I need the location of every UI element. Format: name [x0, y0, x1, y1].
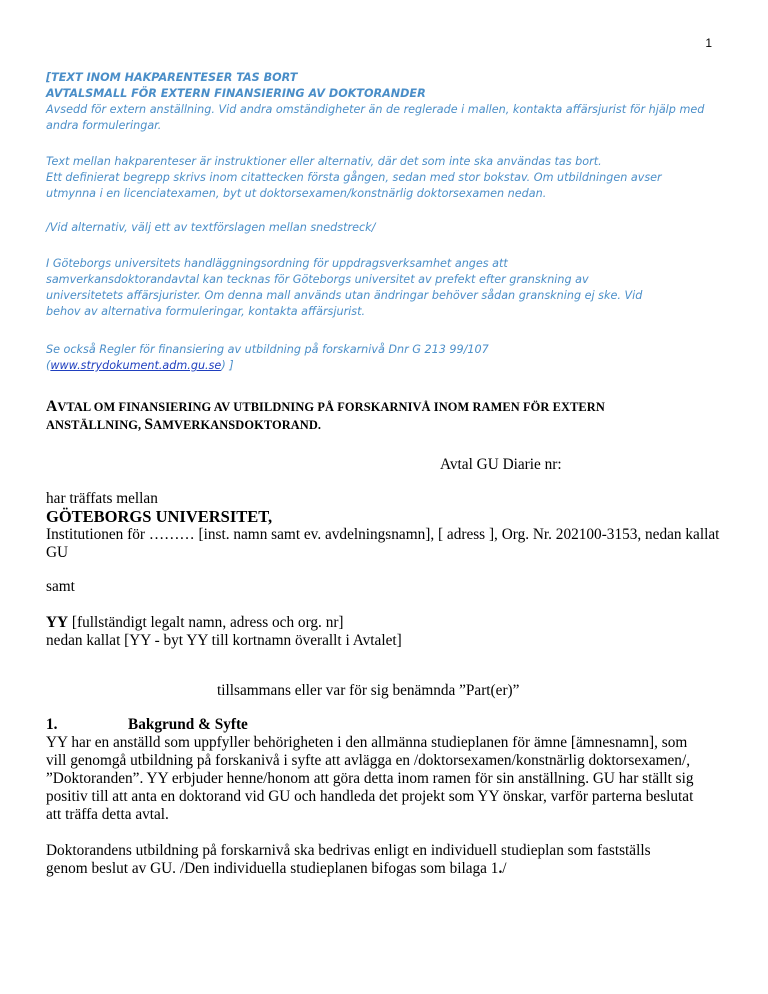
paragraph-line: vill genomgå utbildning på forskanivå i syfte att avlägga en /doktorsexamen/konstnärlig doktorsexamen/,	[46, 752, 691, 769]
paragraph-line: att träffa detta avtal.	[46, 806, 169, 823]
instruction-procedure	[46, 256, 666, 320]
section-1-paragraph-2	[46, 842, 726, 878]
instruction-line: universitetets affärsjurister. Om denna mall används utan ändringar behöver sådan granskning ej ske. Vid	[46, 289, 643, 302]
yy-party-line: YY [fullständigt legalt namn, adress och org. nr]	[46, 614, 344, 631]
diarie-number-label: Avtal GU Diarie nr:	[440, 456, 562, 473]
title-line-2: ANSTÄLLNING, SAMVERKANSDOKTORAND.	[46, 416, 322, 433]
instruction-block	[46, 70, 736, 134]
instruction-heading-2: AVTALSMALL FÖR EXTERN FINANSIERING AV DOKTORANDER	[46, 87, 426, 100]
paragraph-line: Doktorandens utbildning på forskarnivå ska bedrivas enligt en individuell studieplan som fastställs	[46, 842, 651, 859]
instruction-heading-1: [TEXT INOM HAKPARENTESER TAS BORT	[46, 71, 298, 84]
yy-called: nedan kallat [YY - byt YY till kortnamn överallt i Avtalet]	[46, 632, 402, 649]
paragraph-line: ”Doktoranden”. YY erbjuder henne/honom att göra detta inom ramen för sin anställning. GU har ställt sig	[46, 770, 694, 787]
instruction-line: samverkansdoktorandavtal kan tecknas för Göteborgs universitet av prefekt efter granskning av	[46, 273, 589, 286]
instruction-line: I Göteborgs universitets handläggningsordning för uppdragsverksamhet anges att	[46, 257, 508, 270]
instruction-line: utmynna i en licenciatexamen, byt ut doktorsexamen/konstnärlig doktorsexamen nedan.	[46, 187, 547, 200]
strydokument-link[interactable]: www.strydokument.adm.gu.se	[50, 359, 222, 372]
yy-party-block	[46, 614, 726, 650]
instruction-alternatives: /Vid alternativ, välj ett av textförslagen mellan snedstreck/	[46, 221, 376, 234]
title-line-1: AVTAL OM FINANSIERING AV UTBILDNING PÅ FORSKARNIVÅ INOM RAMEN FÖR EXTERN	[46, 398, 605, 415]
paragraph-line: positiv till att anta en doktorand vid GU och handleda det projekt som YY önskar, varför parterna beslutat	[46, 788, 694, 805]
university-details: Institutionen för ……… [inst. namn samt ev. avdelningsnamn], [ adress ], Org. Nr. 202100-3153, nedan kallat GU	[46, 526, 720, 561]
instruction-intended: Avsedd för extern anställning. Vid andra omständigheter än de reglerade i mallen, kontakta affärsjurist för hjälp med andra formuleringar.	[46, 103, 705, 132]
collective-naming: tillsammans eller var för sig benämnda ”Part(er)”	[217, 682, 520, 699]
page-number: 1	[705, 36, 712, 50]
instruction-brackets	[46, 154, 666, 202]
instruction-line: behov av alternativa formuleringar, kontakta affärsjurist.	[46, 305, 366, 318]
agreement-title	[46, 398, 726, 434]
samt-text: samt	[46, 578, 75, 595]
instruction-link-line: (www.strydokument.adm.gu.se) ]	[46, 359, 234, 372]
instruction-see-also	[46, 342, 666, 374]
section-1-paragraph-1	[46, 734, 726, 824]
instruction-line: Se också Regler för finansiering av utbildning på forskarnivå Dnr G 213 99/107	[46, 343, 489, 356]
parties-block	[46, 490, 726, 562]
instruction-line: Text mellan hakparenteser är instruktioner eller alternativ, där det som inte ska användas tas bort.	[46, 155, 602, 168]
intro-text: har träffats mellan	[46, 490, 158, 507]
university-name: GÖTEBORGS UNIVERSITET,	[46, 507, 273, 526]
section-1-title: Bakgrund & Syfte	[128, 716, 248, 733]
section-1-number: 1.	[46, 716, 58, 733]
paragraph-line: YY har en anställd som uppfyller behörigheten i den allmänna studieplanen för ämne [ämnesnamn], som	[46, 734, 688, 751]
instruction-line: Ett definierat begrepp skrivs inom citattecken första gången, sedan med stor bokstav. Om utbildningen avser	[46, 171, 662, 184]
paragraph-line: genom beslut av GU. /Den individuella studieplanen bifogas som bilaga 1./	[46, 860, 507, 877]
